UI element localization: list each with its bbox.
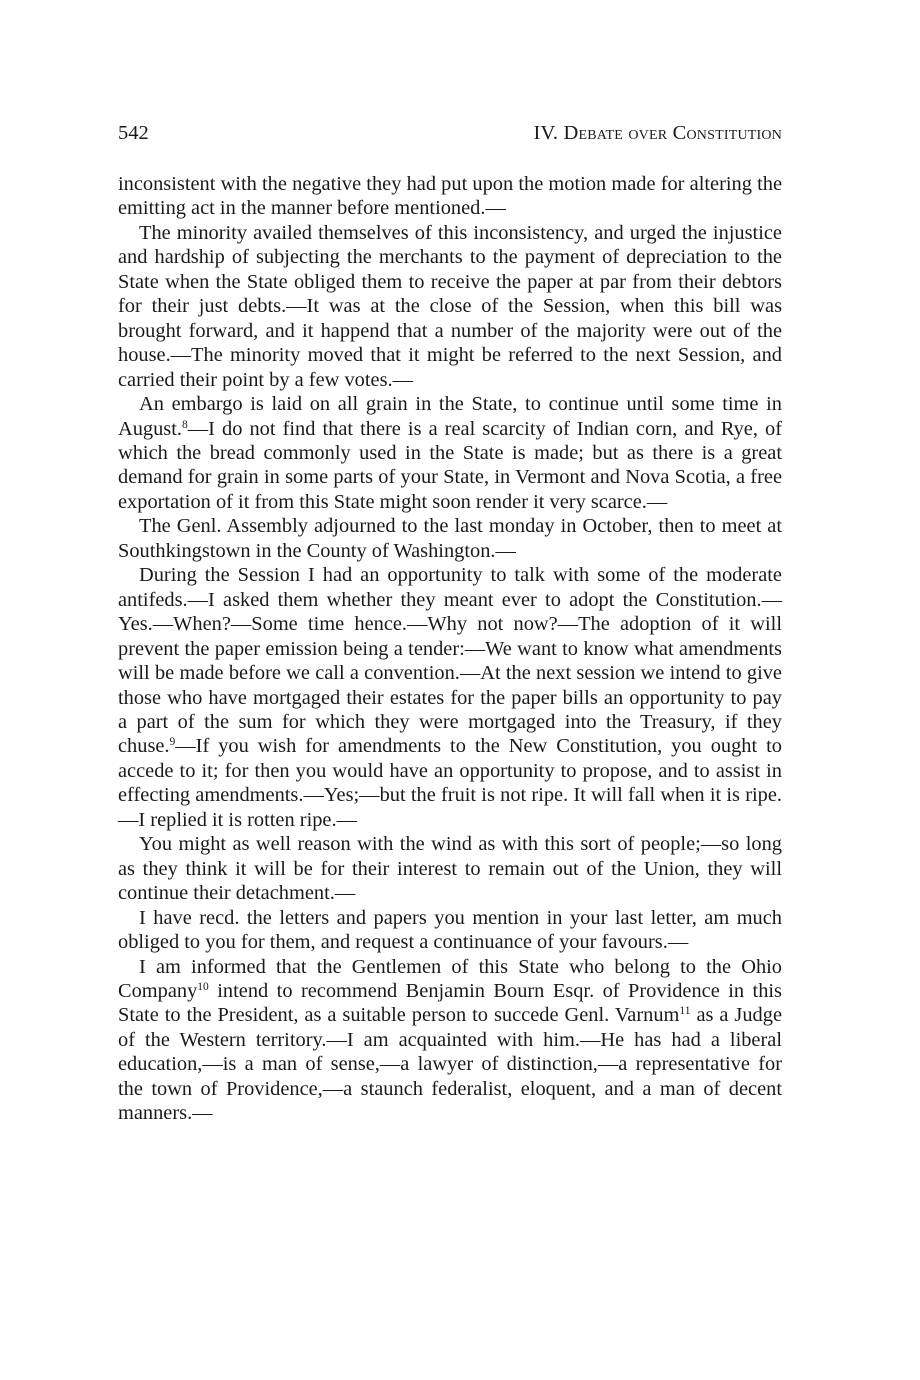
paragraph-7 [118, 906, 782, 955]
text-run: I am informed that the Gentlemen of this State who belong to the Ohio Company [118, 955, 782, 1002]
page-number: 542 [118, 122, 149, 144]
text-run: You might as well reason with the wind as with this sort of people;—so long as they think it will be for their interest to remain out of the Union, they will continue their detachment.— [118, 833, 782, 905]
paragraph-8 [118, 955, 782, 1126]
footnote-ref-10: 10 [197, 980, 209, 993]
text-run: —I do not find that there is a real scarcity of Indian corn, and Rye, of which the bread commonly used in the State is made; but as there is a great demand for grain in some parts of your State, in Vermont and Nova Scotia, a free exportation of it from this State might soon render it very scarce.— [118, 417, 782, 513]
running-header [118, 118, 782, 148]
paragraph-1 [118, 172, 782, 221]
text-run: intend to recommend Benjamin Bourn Esqr. of Providence in this State to the President, as a suitable person to succede Genl. Varnum [118, 979, 782, 1027]
text-run: inconsistent with the negative they had put upon the motion made for altering the emitting act in the manner before mentioned.— [118, 173, 782, 220]
body-text [118, 172, 782, 1126]
paragraph-6 [118, 832, 782, 905]
text-run: An embargo is laid on all grain in the State, to continue until some time in August. [118, 393, 782, 440]
footnote-ref-11: 11 [679, 1005, 691, 1018]
paragraph-2 [118, 221, 782, 392]
paragraph-4 [118, 514, 782, 563]
text-run: The minority availed themselves of this inconsistency, and urged the injustice and hardship of subjecting the merchants to the payment of depreciation to the State when the State obliged them to receive the paper at par from their debtors for their just debts.—It was at the close of the Session, when this bill was brought forward, and it happend that a number of the majority were out of the house.—The minority moved that it might be referred to the next Session, and carried their point by a few votes.— [118, 221, 782, 391]
running-title: IV. Debate over Constitution [533, 122, 782, 144]
paragraph-5 [118, 563, 782, 832]
text-run: I have recd. the letters and papers you mention in your last letter, am much obliged to you for them, and request a continuance of your favours.— [118, 906, 782, 954]
document-page [118, 118, 782, 1126]
text-run: —If you wish for amendments to the New Constitution, you ought to accede to it; for then you would have an opportunity to propose, and to assist in effecting amendments.—Yes;—but the fruit is not ripe. It will fall when it is ripe.—I replied it is rotten ripe.— [118, 735, 782, 831]
text-run: During the Session I had an opportunity to talk with some of the moderate antifeds.—I asked them whether they meant ever to adopt the Constitution.—Yes.—When?—Some time hence.—Why not now?—The adoption of it will prevent the paper emission being a tender:—We want to know what amendments will be made before we call a convention.—At the next session we intend to give those who have mortgaged their estates for the paper bills an opportunity to pay a part of the sum for which they were mortgaged into the Treasury, if they chuse. [118, 564, 782, 758]
paragraph-3 [118, 392, 782, 514]
text-run: The Genl. Assembly adjourned to the last monday in October, then to meet at Southkingstown in the County of Washington.— [118, 515, 782, 562]
footnote-ref-8: 8 [182, 418, 188, 431]
text-run: as a Judge of the Western territory.—I am acquainted with him.—He has had a liberal education,—is a man of sense,—a lawyer of distinction,—a representative for the town of Providence,—a staunch federalist, eloquent, and a man of decent manners.— [118, 1004, 783, 1125]
footnote-ref-9: 9 [169, 736, 176, 749]
